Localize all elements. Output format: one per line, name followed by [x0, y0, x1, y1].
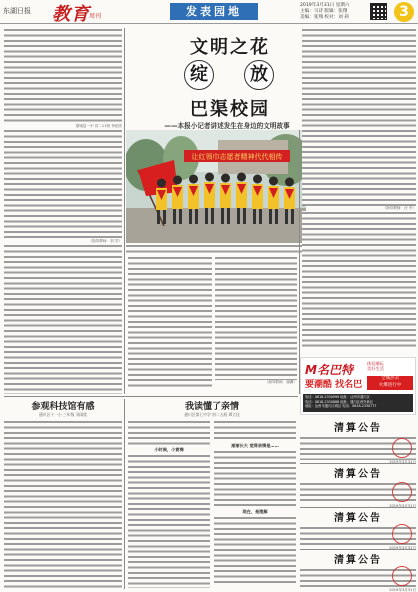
notice-2 [300, 465, 416, 508]
brand-title: 教育 [52, 4, 90, 25]
section-title: 发表园地 [170, 3, 258, 20]
brand-subtitle: 周刊 [89, 13, 102, 20]
article-author: 通川区第七中学 初二五班 谭立佳 [184, 412, 240, 417]
notice-title: 清算公告 [334, 469, 382, 480]
column-divider [124, 28, 125, 394]
qr-code-icon [370, 3, 387, 20]
article-subcolumn [214, 420, 296, 588]
notice-4 [300, 551, 416, 592]
red-seal-icon [392, 566, 412, 586]
notice-date: 2019年3月31日 [389, 460, 416, 464]
notice-divider [300, 549, 416, 550]
article-columns [128, 420, 296, 588]
left-column [4, 28, 122, 394]
article-byline: （指导教师：谢渊） [264, 380, 297, 384]
headline-line-3: 巴渠校园 [190, 99, 270, 120]
notice-3 [300, 509, 416, 550]
issue-info: 2019年3月31日 星期六 主编：马诗 版辑：张翔 美编：张翔 校对：刘 莉 [300, 3, 350, 20]
notice-1 [300, 419, 416, 464]
headline-char-a: 绽 [184, 60, 214, 90]
news-photo [126, 130, 306, 243]
article-subheading: 小时候，小赏梅 [154, 447, 184, 452]
column-divider [124, 399, 125, 589]
notice-title: 清算公告 [334, 555, 382, 566]
ad-headline: 要潮酷 找名巴 [305, 380, 363, 390]
photo-caption [126, 244, 306, 254]
page-number: 3 [394, 2, 414, 22]
right-column [302, 28, 416, 354]
article-text [215, 256, 297, 380]
middle-right-column [215, 256, 297, 394]
middle-left-column [128, 256, 212, 394]
red-seal-icon [392, 482, 412, 502]
ad-contact-info: 电话：0818-2330999 地址：达州市通川区 电话：0818-2330888 地址：通川区西外新区 地址：达州市通川区城区 电话：0818-2330777 [303, 394, 413, 412]
banner-text: 让红领巾志愿者精神代代相传 [191, 153, 283, 161]
red-seal-icon [392, 438, 412, 458]
bottom-middle-article [128, 399, 296, 589]
headline-char-b: 放 [244, 60, 274, 90]
article-subcolumn [128, 420, 210, 588]
notice-divider [300, 463, 416, 464]
masthead [0, 0, 418, 24]
notice-date: 2019年3月31日 [389, 588, 416, 592]
horizontal-divider [4, 396, 298, 397]
article-text [302, 28, 416, 206]
article-text [4, 420, 122, 589]
article-title: 参观科技馆有感 [31, 402, 95, 412]
article-author: 通川区十一小 三年级 刘雨欣 [39, 412, 87, 417]
notice-date: 2019年3月31日 [389, 546, 416, 550]
article-text [4, 129, 122, 239]
article-title: 我读懂了亲情 [184, 402, 239, 412]
bottom-left-article [4, 399, 122, 589]
article-byline: 望城县一中 初二11班 李佳欣 [75, 124, 122, 128]
students-flag-photo [126, 130, 306, 243]
article-byline: （指导教师：汪 冬） [382, 206, 416, 210]
advertisement[interactable] [300, 357, 416, 415]
article-text [4, 28, 122, 124]
headline-subtitle: ——本报小记者讲述发生在身边的文明故事 [164, 122, 290, 130]
paper-logo: 东湖日报 [3, 7, 31, 15]
notice-title: 清算公告 [334, 423, 382, 434]
article-subheading: 现在，是理解 [242, 509, 268, 514]
ad-logo: M名巴特 [305, 363, 353, 377]
article-text [4, 244, 122, 394]
notice-title: 清算公告 [334, 513, 382, 524]
article-text [128, 256, 212, 388]
ad-badge: 全城热卖 火爆进行中 [367, 376, 413, 390]
article-subheading: 渐渐长大 觉得亲情是…… [231, 443, 279, 448]
notice-divider [300, 507, 416, 508]
ad-slogan: 体验潮玩 美好生活 [367, 361, 384, 372]
column-divider [299, 130, 300, 394]
article-byline: （指导教师：刘 芳） [88, 239, 122, 243]
red-seal-icon [392, 524, 412, 544]
headline-line-1: 文明之花 [190, 37, 270, 58]
notice-date: 2019年3月31日 [389, 504, 416, 508]
article-text [302, 211, 416, 349]
